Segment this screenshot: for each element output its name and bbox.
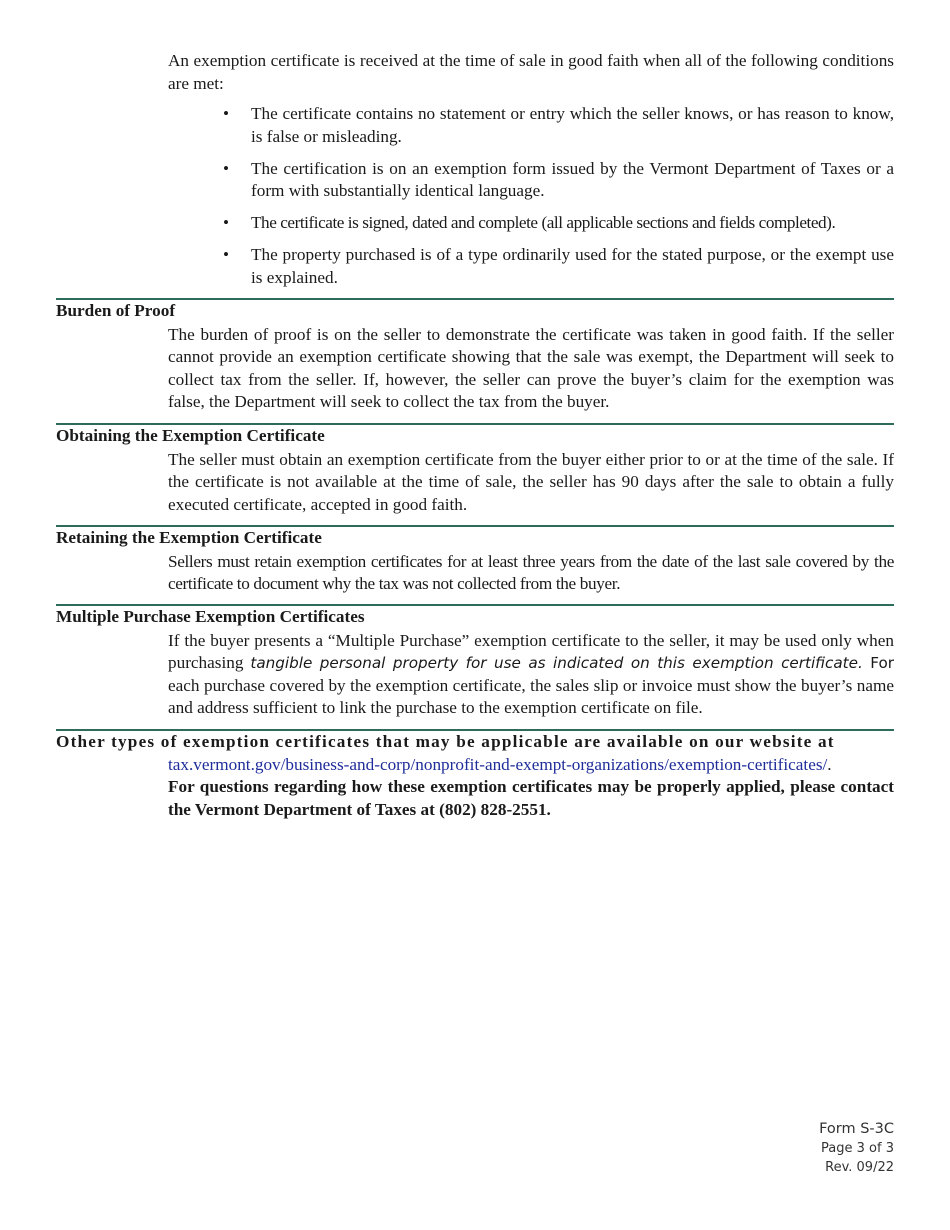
section-retaining-certificate bbox=[56, 525, 894, 596]
section-title: Multiple Purchase Exemption Certificates bbox=[56, 607, 365, 626]
section-body: The burden of proof is on the seller to demonstrate the certificate was taken in good faith. If the seller cannot provide an exemption certificate showing that the sale was exempt, the Department will seek to collect tax from the seller. If, however, the seller can prove the buyer’s claim for the exemption was false, the Department will seek to collect the tax from the buyer. bbox=[168, 324, 894, 411]
form-number: Form S-3C bbox=[819, 1121, 894, 1137]
list-item bbox=[168, 212, 894, 235]
link-suffix: . bbox=[827, 754, 832, 774]
list-item-text: The certificate is signed, dated and complete (all applicable sections and fields completed). bbox=[251, 213, 836, 232]
list-item-text: The property purchased is of a type ordinarily used for the stated purpose, or the exempt use is explained. bbox=[251, 245, 894, 287]
list-item bbox=[168, 103, 894, 148]
body-text-italic: tangible personal property for use as indicated on this exemption certificate. bbox=[250, 654, 863, 672]
website-line bbox=[56, 754, 894, 777]
section-obtaining-certificate bbox=[56, 423, 894, 516]
website-link[interactable]: tax.vermont.gov/business-and-corp/nonprofit-and-exempt-organizations/exemption-certificates/ bbox=[168, 754, 828, 774]
closing-block bbox=[56, 729, 894, 821]
section-multiple-purchase bbox=[56, 604, 894, 720]
contact-info: For questions regarding how these exemption certificates may be properly applied, please contact the Vermont Department of Taxes at (802) 828-2551. bbox=[168, 777, 894, 819]
section-title: Obtaining the Exemption Certificate bbox=[56, 426, 325, 445]
bullet-icon: • bbox=[223, 213, 229, 232]
body-text-end: each purchase covered by the exemption certificate, the sales slip or invoice must show the buyer’s name and address sufficient to link the purchase to the exemption certificate on file. bbox=[168, 675, 894, 717]
section-title: Burden of Proof bbox=[56, 301, 176, 320]
bullet-icon: • bbox=[223, 104, 230, 123]
page-footer bbox=[819, 1120, 894, 1177]
section-burden-of-proof bbox=[56, 298, 894, 414]
body-text-start: If the buyer presents a “Multiple Purchase” exemption certificate to the seller, it may be used only when purchasing bbox=[168, 630, 894, 672]
section-title: Retaining the Exemption Certificate bbox=[56, 528, 322, 547]
bullet-icon: • bbox=[223, 158, 230, 178]
closing-lead: Other types of exemption certificates that may be applicable are available on our website at bbox=[56, 732, 835, 751]
section-body: The seller must obtain an exemption certificate from the buyer either prior to or at the time of the sale. If the certificate is not available at the time of sale, the seller has 90 days after the sale to obtain a fully executed certificate, accepted in good faith. bbox=[168, 449, 894, 514]
list-item bbox=[168, 244, 894, 289]
list-item-text: The certification is on an exemption form issued by the Vermont Department of Taxes or a form with substantially identical language. bbox=[251, 158, 894, 200]
intro-block bbox=[168, 50, 894, 299]
bullet-icon: • bbox=[223, 245, 230, 264]
body-text-sans: For bbox=[862, 654, 894, 672]
list-item bbox=[168, 158, 894, 203]
page-number: Page 3 of 3 bbox=[821, 1141, 894, 1156]
section-body bbox=[168, 630, 894, 720]
list-item-text: The certificate contains no statement or entry which the seller knows, or has reason to know, is false or misleading. bbox=[251, 104, 894, 146]
intro-text: An exemption certificate is received at the time of sale in good faith when all of the following conditions are met: bbox=[168, 51, 894, 93]
section-body: Sellers must retain exemption certificates for at least three years from the date of the last sale covered by the certificate to document why the tax was not collected from the buyer. bbox=[168, 551, 894, 593]
revision-date: Rev. 09/22 bbox=[825, 1160, 894, 1175]
conditions-list bbox=[168, 103, 894, 289]
